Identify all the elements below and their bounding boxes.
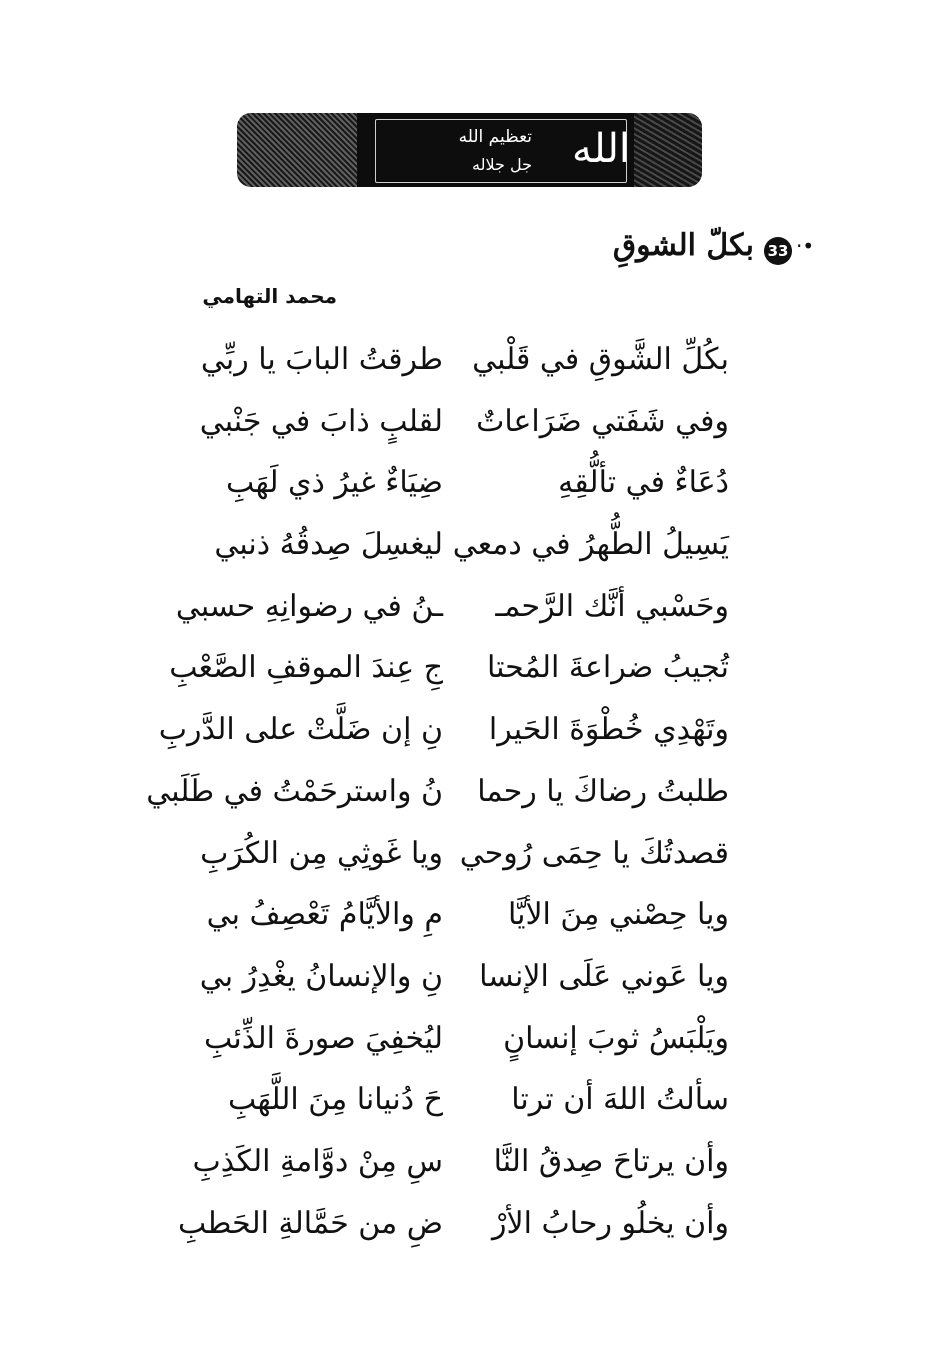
verse-first-hemistich: وتَهْدِي خُطْوَةَ الحَيرا bbox=[488, 712, 729, 748]
verse-second-hemistich: ويا غَوثِي مِن الكُرَبِ bbox=[200, 835, 443, 871]
verse-line bbox=[0, 1134, 935, 1196]
verse-first-hemistich: بكُلِّ الشَّوقِ في قَلْبي bbox=[472, 342, 729, 377]
verse-line bbox=[0, 1072, 935, 1134]
verse-second-hemistich: سِ مِنْ دوَّامةِ الكَذِبِ bbox=[192, 1143, 443, 1179]
verse-line bbox=[0, 826, 935, 888]
verse-second-hemistich: ضِ من حَمَّالةِ الحَطبِ bbox=[178, 1205, 443, 1241]
verse-second-hemistich: ليُخفِيَ صورةَ الذِّئبِ bbox=[203, 1020, 443, 1056]
verse-line bbox=[0, 764, 935, 826]
verse-first-hemistich: ويَلْبَسُ ثوبَ إنسانٍ bbox=[503, 1020, 729, 1056]
verse-second-hemistich: جِ عِندَ الموقفِ الصَّعْبِ bbox=[169, 650, 443, 686]
banner-texture bbox=[634, 113, 702, 187]
verse-second-hemistich: طرقتُ البابَ يا ربِّي bbox=[200, 342, 443, 377]
verse-line bbox=[0, 394, 935, 456]
verse-first-hemistich: قصدتُكَ يا حِمَى رُوحي bbox=[459, 835, 729, 871]
verse-first-hemistich: وأن يرتاحَ صِدقُ النَّا bbox=[493, 1143, 729, 1179]
poet-name: محمد التهامي bbox=[202, 284, 337, 308]
verse-line bbox=[0, 640, 935, 702]
poem-title: بكلّ الشوقِ bbox=[612, 228, 754, 263]
verse-first-hemistich: طلبتُ رضاكَ يا رحما bbox=[477, 773, 729, 809]
verse-first-hemistich: ويا عَوني عَلَى الإنسا bbox=[479, 958, 729, 994]
verse-second-hemistich: نِ إن ضَلَّتْ على الدَّربِ bbox=[158, 712, 443, 748]
verse-line bbox=[0, 1011, 935, 1073]
banner-texture bbox=[237, 113, 357, 187]
verse-line bbox=[0, 332, 935, 394]
verse-first-hemistich: يَسِيلُ الطُّهرُ في دمعي bbox=[452, 527, 729, 563]
verse-second-hemistich: حَ دُنيانا مِنَ اللَّهَبِ bbox=[228, 1082, 443, 1118]
verse-second-hemistich: نُ واسترحَمْتُ في طَلَبي bbox=[146, 773, 443, 809]
verse-second-hemistich: لقلبٍ ذابَ في جَنْبي bbox=[199, 403, 443, 439]
verse-second-hemistich: ليغسِلَ صِدقُهُ ذنبي bbox=[214, 527, 443, 563]
banner-subtitle: جل جلاله bbox=[472, 155, 532, 174]
verse-second-hemistich: مِ والأيَّامُ تَعْصِفُ بي bbox=[206, 897, 443, 933]
verse-line bbox=[0, 517, 935, 579]
verse-first-hemistich: وحَسْبي أنَّك الرَّحمـ bbox=[495, 588, 729, 624]
verse-line bbox=[0, 579, 935, 641]
verse-line bbox=[0, 1196, 935, 1258]
verse-first-hemistich: تُجيبُ ضراعةَ المُحتا bbox=[486, 650, 729, 686]
verse-first-hemistich: ويا حِصْني مِنَ الأيَّا bbox=[507, 897, 729, 933]
verse-line bbox=[0, 702, 935, 764]
verse-second-hemistich: ضِيَاءٌ غيرُ ذي لَهَبِ bbox=[226, 465, 443, 501]
verse-line bbox=[0, 455, 935, 517]
poem-number-badge: 33 bbox=[764, 237, 792, 265]
verse-first-hemistich: دُعَاءٌ في تألُّقِهِ bbox=[558, 465, 729, 501]
header-banner bbox=[237, 113, 702, 187]
poem-verses bbox=[0, 332, 935, 1257]
decorative-dots-icon: ·• bbox=[796, 234, 815, 258]
verse-second-hemistich: ـنُ في رضوانِهِ حسبي bbox=[175, 588, 443, 624]
verse-first-hemistich: وفي شَفَتي ضَرَاعاتٌ bbox=[476, 403, 729, 439]
verse-second-hemistich: نِ والإنسانُ يغْدِرُ بي bbox=[199, 958, 443, 994]
verse-first-hemistich: وأن يخلُو رحابُ الأرْ bbox=[492, 1205, 729, 1241]
banner-title: تعظيم الله bbox=[458, 127, 532, 147]
verse-line bbox=[0, 887, 935, 949]
verse-line bbox=[0, 949, 935, 1011]
verse-first-hemistich: سألتُ اللهَ أن ترتا bbox=[511, 1082, 729, 1118]
allah-calligraphy-logo: الله bbox=[572, 126, 630, 172]
